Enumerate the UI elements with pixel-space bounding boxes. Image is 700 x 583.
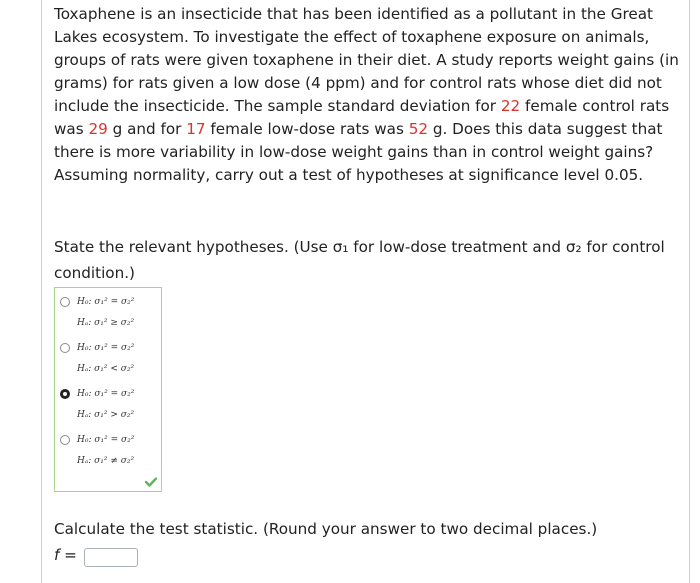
choice-1-alt: Hₐ: σ₁² ≥ σ₂²	[77, 318, 135, 328]
f-label: f =	[54, 546, 77, 564]
sd-low-value: 52	[408, 120, 429, 138]
sd-control-value: 29	[88, 120, 108, 138]
choice-3-null: H₀: σ₁² = σ₂²	[77, 389, 135, 399]
choice-2-null: H₀: σ₁² = σ₂²	[77, 343, 135, 353]
choice-3-radio[interactable]	[60, 389, 70, 399]
problem-text-part5: g. Does this data suggest that there is more variability in low-dose weight gains than in control weight gains? Assuming normality, carry out a test of hypotheses at significance level 0.05.	[54, 120, 663, 184]
choice-2-radio[interactable]	[60, 343, 70, 353]
problem-statement	[54, 3, 684, 187]
problem-text-part4: female low-dose rats was	[205, 120, 409, 138]
problem-text	[54, 3, 684, 187]
checkmark-icon	[145, 477, 157, 487]
n-control-value: 22	[500, 97, 521, 115]
problem-text-part2: female control rats was	[54, 97, 670, 138]
choice-4-null: H₀: σ₁² = σ₂²	[77, 435, 135, 445]
problem-text-part1: Toxaphene is an insecticide that has been identified as a pollutant in the Great Lakes ecosystem. To investigate the effect of toxaphene exposure on animals, groups of rats were given toxaphene in their diet. A study reports weight gains (in grams) for rats given a low dose (4 ppm) and for control rats whose diet did not include the insecticide. The sample standard deviation for	[54, 5, 679, 115]
choice-4-radio[interactable]	[60, 435, 70, 445]
calc-instruction: Calculate the test statistic. (Round your answer to two decimal places.)	[54, 520, 598, 538]
n-low-value: 17	[186, 120, 206, 138]
hypotheses-instruction: State the relevant hypotheses. (Use σ₁ for low-dose treatment and σ₂ for control condition.)	[54, 238, 665, 282]
choice-4-alt: Hₐ: σ₁² ≠ σ₂²	[77, 456, 135, 466]
hypotheses-choices	[54, 287, 162, 492]
problem-text-part3: g and for	[107, 120, 187, 138]
choice-3-alt: Hₐ: σ₁² > σ₂²	[77, 410, 135, 420]
choice-1-radio[interactable]	[60, 297, 70, 307]
choice-2-alt: Hₐ: σ₁² < σ₂²	[77, 364, 135, 374]
f-answer-input[interactable]	[84, 548, 138, 567]
choice-1-null: H₀: σ₁² = σ₂²	[77, 297, 135, 307]
